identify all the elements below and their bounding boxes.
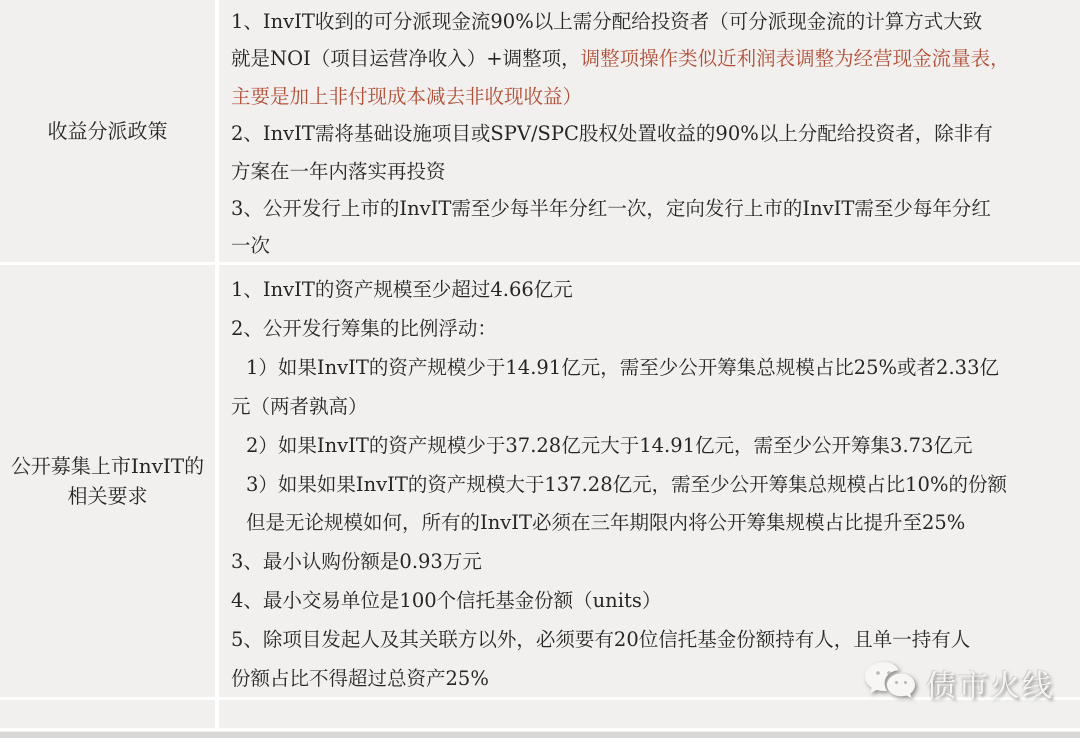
body-text: 2、InvIT需将基础设施项目或SPV/SPC股权处置收益的90%以上分配给投资者，除非有 — [231, 122, 993, 146]
body-text: 2、公开发行筹集的比例浮动： — [231, 316, 497, 340]
text-line — [231, 466, 1070, 505]
text-line — [231, 115, 1070, 152]
body-text: 2）如果InvIT的资产规模少于37.28亿元大于14.91亿元，需至少公开筹集3.73亿元 — [246, 433, 973, 457]
text-line — [231, 427, 1070, 466]
highlighted-text: 调整项操作类似近利润表调整为经营现金流量表， — [580, 47, 1010, 71]
text-line — [231, 388, 1070, 427]
body-text: 但是无论规模如何，所有的InvIT必须在三年期限内将公开筹集规模占比提升至25% — [246, 511, 966, 535]
bottom-strip — [0, 732, 1080, 738]
text-line — [231, 227, 1070, 264]
table-row — [0, 0, 1080, 265]
text-line — [231, 190, 1070, 227]
row-header: 公开募集上市InvIT的相关要求 — [0, 265, 219, 697]
body-text: 方案在一年内落实再投资 — [231, 159, 446, 183]
row-header: 收益分派政策 — [0, 0, 219, 262]
body-text: 4、最小交易单位是100个信托基金份额（units） — [231, 589, 662, 613]
body-text: 3、最小认购份额是0.93万元 — [231, 550, 482, 574]
body-text: 份额占比不得超过总资产25% — [231, 667, 489, 691]
highlighted-text: 主要是加上非付现成本减去非收现收益） — [231, 84, 583, 108]
text-line — [231, 78, 1070, 115]
text-line — [231, 271, 1070, 310]
text-line — [231, 310, 1070, 349]
watermark-label: 债市火线 — [926, 669, 1054, 704]
text-line — [231, 153, 1070, 190]
text-line — [231, 504, 1070, 543]
body-text: 3）如果如果InvIT的资产规模大于137.28亿元，需至少公开筹集总规模占比10%的份额 — [246, 472, 1007, 496]
text-line — [231, 40, 1070, 77]
row-content — [219, 265, 1080, 697]
body-text: 1、InvIT收到的可分派现金流90%以上需分配给投资者（可分派现金流的计算方式大致 — [231, 10, 983, 33]
body-text: 1、InvIT的资产规模至少超过4.66亿元 — [231, 278, 573, 301]
text-line — [231, 349, 1070, 388]
row-content — [219, 0, 1080, 262]
body-text: 1）如果InvIT的资产规模少于14.91亿元，需至少公开筹集总规模占比25%或者2.33亿 — [246, 355, 999, 379]
row-header — [0, 700, 219, 728]
table-row — [0, 265, 1080, 700]
text-line — [231, 582, 1070, 621]
text-line — [231, 660, 1070, 699]
body-text: 元（两者孰高） — [231, 394, 368, 418]
body-text: 3、公开发行上市的InvIT需至少每半年分红一次，定向发行上市的InvIT需至少每年分红 — [231, 197, 991, 221]
text-line — [231, 543, 1070, 582]
text-line — [231, 621, 1070, 660]
text-line — [231, 3, 1070, 40]
table-row — [0, 700, 1080, 731]
body-text: 5、除项目发起人及其关联方以外，必须要有20位信托基金份额持有人，且单一持有人 — [231, 628, 971, 652]
row-content — [219, 700, 1080, 728]
body-text: 一次 — [231, 234, 271, 258]
body-text: 就是NOI（项目运营净收入）+调整项， — [231, 47, 581, 71]
